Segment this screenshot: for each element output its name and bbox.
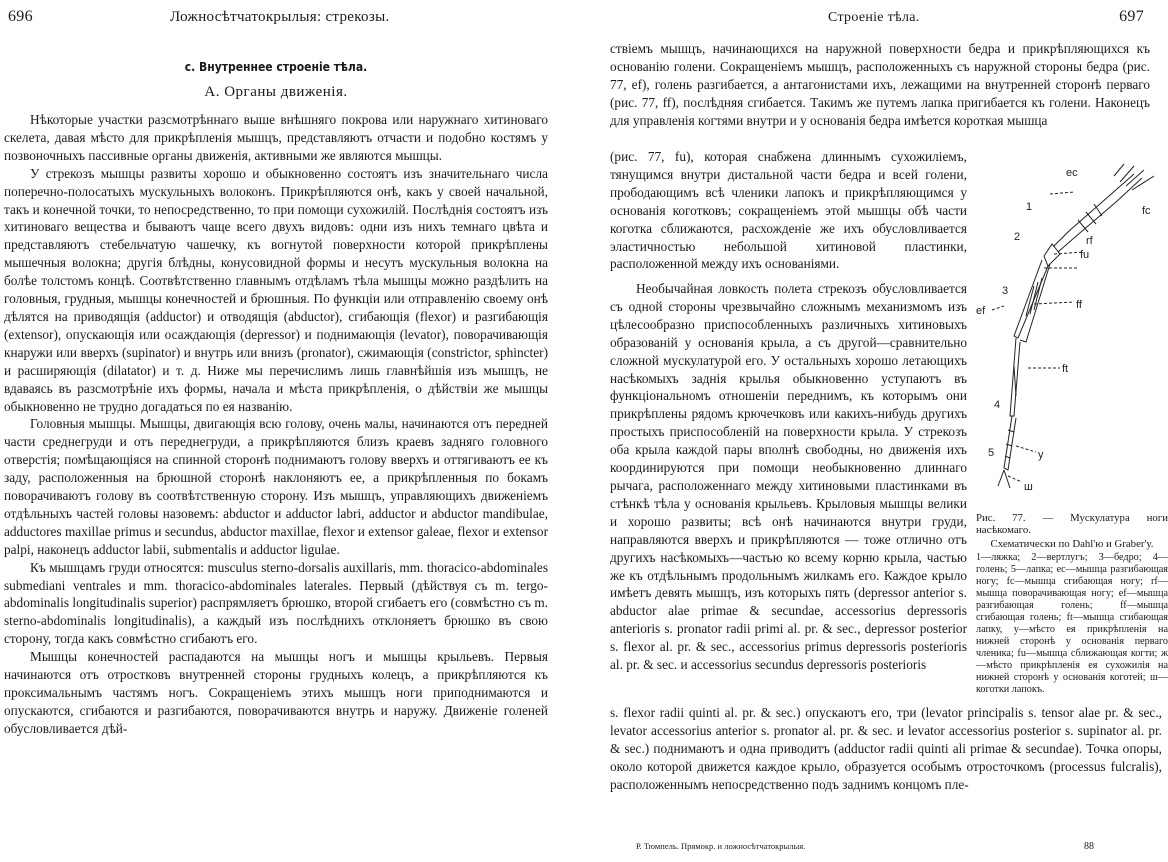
- paragraph: ствіемъ мышцъ, начинающихся на наружной поверхности бедра и прикрѣпляющихся къ основанію голени. Сокращеніемъ мышцъ, расположенныхъ съ наружной стороны бедра (рис. 77, ef), голень разгибается, а антагонистами ихъ, лежащими на внутренней сторонѣ перваго (рис. 77, ff), послѣдняя сгибается. Такимъ же путемъ лапка пригибается къ голени. Наконецъ для управленія когтями внутри и у основанія бедра имѣется короткая мышца: [610, 41, 1150, 128]
- running-header: [596, 8, 1168, 30]
- caption-source: Схематически по Dahl'ю и Graber'у.: [990, 538, 1154, 550]
- tarsus-outline: [1004, 416, 1016, 470]
- narrow-column-continuation: [610, 148, 967, 273]
- leg-musculature-figure: [974, 156, 1164, 508]
- figure-label-2: 2: [1014, 231, 1021, 243]
- right-page: [596, 0, 1168, 862]
- label-leaders: [992, 192, 1084, 482]
- bottom-paragraph-block: [610, 704, 1162, 794]
- figure-label-fu: fu: [1080, 249, 1090, 261]
- paragraph: (рис. 77, fu), которая снабжена длиннымъ сухожиліемъ, тянущимся внутри дистальной части бедра и всей голени, прободающимъ всѣ членики лапокъ и прикрѣпляющимся у основанія коготковъ; сокращеніемъ этой мышцы обѣ части коготка сближаются, расхожденіе же ихъ обусловливается эластичностью небольшой хитиновой пластинки, расположенной между ихъ основаніями.: [610, 149, 967, 272]
- running-title: Строеніе тѣла.: [828, 10, 920, 25]
- footer-sheet-number: 88: [1084, 841, 1094, 852]
- left-page: [0, 0, 560, 862]
- figure-label-4: 4: [994, 399, 1001, 411]
- figure-caption: [976, 512, 1168, 696]
- figure-label-fc: fc: [1142, 205, 1151, 217]
- page-number: 697: [1119, 8, 1144, 25]
- paragraph: Нѣкоторые участки разсмотрѣннаго выше внѣшняго покрова или наружнаго хитиноваго скелета, давая мѣсто для прикрѣпленія мышцъ, представляютъ отчасти и подобно костямъ у позвоночныхъ пассивные органы движенія, активными же являются мышцы.: [4, 112, 548, 163]
- caption-legend: 1—ляжка; 2—вертлугъ; 3—бедро; 4—голень; 5—лапка; ec—мышца разгибающая ногу; fc—мышца сгибающая ногу; rf—мышца поворачивающая ногу; ef—мышца разгибающая голень; ff—мышца сгибающая голень; ft—мышца сгибающая лапку, y—мѣсто ея прикрѣпленія на нижней сторонѣ у основанія перваго членика; fu—мышца сближающая когти; ж—мѣсто прикрѣпленія ея сухожилія на нижней сторонѣ у основанія коготей; ш—коготки лапокъ.: [976, 552, 1168, 695]
- figure-label-ff: ff: [1076, 299, 1082, 311]
- figure-label-ef: ef: [976, 305, 986, 317]
- section-heading: c. Внутреннее строеніе тѣла.: [184, 60, 368, 74]
- trochanter-outline: [1044, 244, 1060, 266]
- footer-signature: Р. Тюмпель. Прямокр. и ложносѣтчатокрылыя.: [636, 841, 806, 851]
- figure-label-3: 3: [1002, 285, 1009, 297]
- figure-label-1: 1: [1026, 201, 1033, 213]
- figure-label-ec: ec: [1066, 167, 1078, 179]
- figure-label-rf: rf: [1086, 235, 1093, 247]
- paragraph: Къ мышцамъ груди относятся: musculus sterno-dorsalis auxillaris, mm. thoracico-abdominales submediani ventrales и mm. thoracico-abdominales laterales. Первый (дѣйствуя съ m. tergo-abdominalis longitudinalis superior) распрямляетъ брюшко, второй сгибаетъ его (совмѣстно съ m. sterno-abdominalis longitudinalis), а каждый изъ послѣднихъ отклоняетъ брюшко въ свою сторону, тогда какъ совмѣстно сгибаютъ его.: [4, 559, 548, 647]
- top-paragraph-block: [610, 40, 1150, 130]
- figure-label-y: y: [1038, 449, 1044, 461]
- narrow-column-paragraph: [610, 280, 967, 674]
- running-header: [0, 8, 560, 30]
- paragraph: Головныя мышцы. Мышцы, двигающія всю голову, очень малы, начинаются отъ передней части среднегруди и отъ переднегруди, а прикрѣпляются близъ краевъ задняго головного отверстія; помѣщающіяся на спинной сторонѣ поднимаютъ голову вверхъ и оттягиваютъ ее къ заду, расположенныя на брюшной сторонѣ наклоняютъ ее, а прикрѣпленныя по бокамъ поворачиваютъ голову въ соотвѣтственную сторону. Изъ мышцъ, управляющихъ движеніемъ отдѣльныхъ частей головы назовемъ: abductor и adductor labri, adductor и abductor mandibulae, adductores maxillae primus и secundus, abductor maxillae, flexor и extensor galeae, flexor и extensor palpi, наконецъ adductor labii, submentalis и adductor ligulae.: [4, 416, 548, 557]
- paragraph: Мышцы конечностей распадаются на мышцы ногъ и мышцы крыльевъ. Первыя начинаются отъ отростковъ внутренней стороны грудныхъ колецъ, а прикрѣпляются къ проксимальнымъ частямъ ногъ. Сокращеніемъ этихъ мышцъ ноги приподнимаются и опускаются, сгибаются и разгибаются, поворачиваются внутрь и наружу. Движеніе голеней обусловливается дѣй-: [4, 649, 548, 736]
- caption-title: Рис. 77. — Мускулатура ноги насѣкомаго.: [976, 512, 1168, 536]
- paragraph: s. flexor radii quinti al. pr. & sec.) опускаютъ его, три (levator principalis s. tensor alae pr. & sec., levator accessorius anterior s. pronator al. pr. & sec. и levator accessorius posterior s. supinator al. pr. & sec.) поднимаютъ и одна приводитъ (adductor radii quinti ali primae & secundae). Точка опоры, около которой движется каждое крыло, образуется особымъ отросточкомъ (processus fulcralis), расположеннымъ непосредственно подъ заднимъ концомъ пле-: [610, 705, 1162, 792]
- claw-outline: [998, 470, 1010, 488]
- tibia-tendon: [1014, 366, 1016, 396]
- leg-diagram: [974, 156, 1164, 508]
- running-title: Ложносѣтчатокрылыя: стрекозы.: [170, 9, 390, 25]
- figure-label-ft: ft: [1062, 363, 1069, 375]
- figure-label-5: 5: [988, 447, 995, 459]
- paragraph: Необычайная ловкость полета стрекозъ обусловливается съ одной стороны чрезвычайно сложнымъ механизмомъ изъ цѣлесообразно приспособленныхъ различныхъ хитиновыхъ образованій у основанія крыла, а съ другой—сравнительно сложной мускулатурой его. У остальныхъ хорошо летающихъ насѣкомыхъ заднія крылья обыкновенно уступаютъ въ функціональномъ отношеніи переднимъ, къ которымъ они прикрѣплены рядомъ крючечковъ или какихъ-нибудь другихъ простыхъ приспособленій на поверхности крыла. У стрекозъ оба крыла каждой пары вполнѣ свободны, но движенія ихъ координируются при помощи необыкновенно длиннаго рычага, расположеннаго между хитиновыми пластинками въ стѣнкѣ тѣла у основанія крыльевъ. Крыловыя мышцы велики и хорошо развиты; всѣ онѣ начинаются внутри груди, направляются вверхъ и прикрѣпляются — тоже отлично отъ другихъ насѣкомыхъ—частью ко всему корню крыла, частью же къ отдѣльнымъ продольнымъ жилкамъ его. Каждое крыло имѣетъ девять мышцъ, изъ которыхъ пять (depressor anterior s. abductor alae primae & secundae, accessorius depressoris anterioris s. pronator radii primi al. pr. & sec., depressor posterior s. flexor al. pr. & sec., accessorius primus depressoris posterioris al. pr. & sec. и accessorius secundus depressoris posterioris: [610, 281, 967, 673]
- page-number: 696: [8, 8, 33, 25]
- subheading: А. Органы движенія.: [204, 84, 348, 100]
- figure-label-sh: ш: [1024, 481, 1033, 493]
- paragraph: У стрекозъ мышцы развиты хорошо и обыкновенно состоятъ изъ значительнаго числа поперечно-полосатыхъ мускульныхъ волоконъ. Прикрѣпляются онѣ, какъ у своей начальной, такъ и конечной точки, то непосредственно, то при помощи сухожилій. Послѣднія состоятъ изъ хитиноваго вещества и бываютъ чаще всего двухъ видовъ: одни изъ нихъ темнаго цвѣта и представляютъ стебельчатую чашечку, къ вогнутой поверхности которой прикрѣплены мышечныя волокна; другія блѣдны, конусовидной формы и несутъ мускульныя волокна на болѣе толстомъ концѣ. Соотвѣтственно главнымъ отдѣламъ тѣла мышцы можно раздѣлить на головныя, грудныя, мышцы конечностей и брюшныя. По функціи или отправленію своему онѣ дѣлятся на приводящія (adductor) и отводящія (abductor), сгибающія (flexor) и разгибающія (extensor), опускающія или осаждающія (depressor) и поднимающія (levator), поворачивающія кнаружи или вверхъ (supinator) и внутрь или внизъ (pronator), сжимающія (constrictor, sphincter) и расширяющія (dilatator) и т. д. Ниже мы перечислимъ лишь главнѣйшія изъ мышцъ, не вдаваясь въ разсмотрѣніе ихъ формы, начала и мѣста прикрѣпленія, о дѣйствіи же мышцы обыкновенно не трудно догадаться по ея названію.: [4, 165, 548, 414]
- left-page-body: [4, 58, 548, 738]
- coxa-outline: [1054, 174, 1142, 252]
- coxa-hatching: [1078, 204, 1102, 232]
